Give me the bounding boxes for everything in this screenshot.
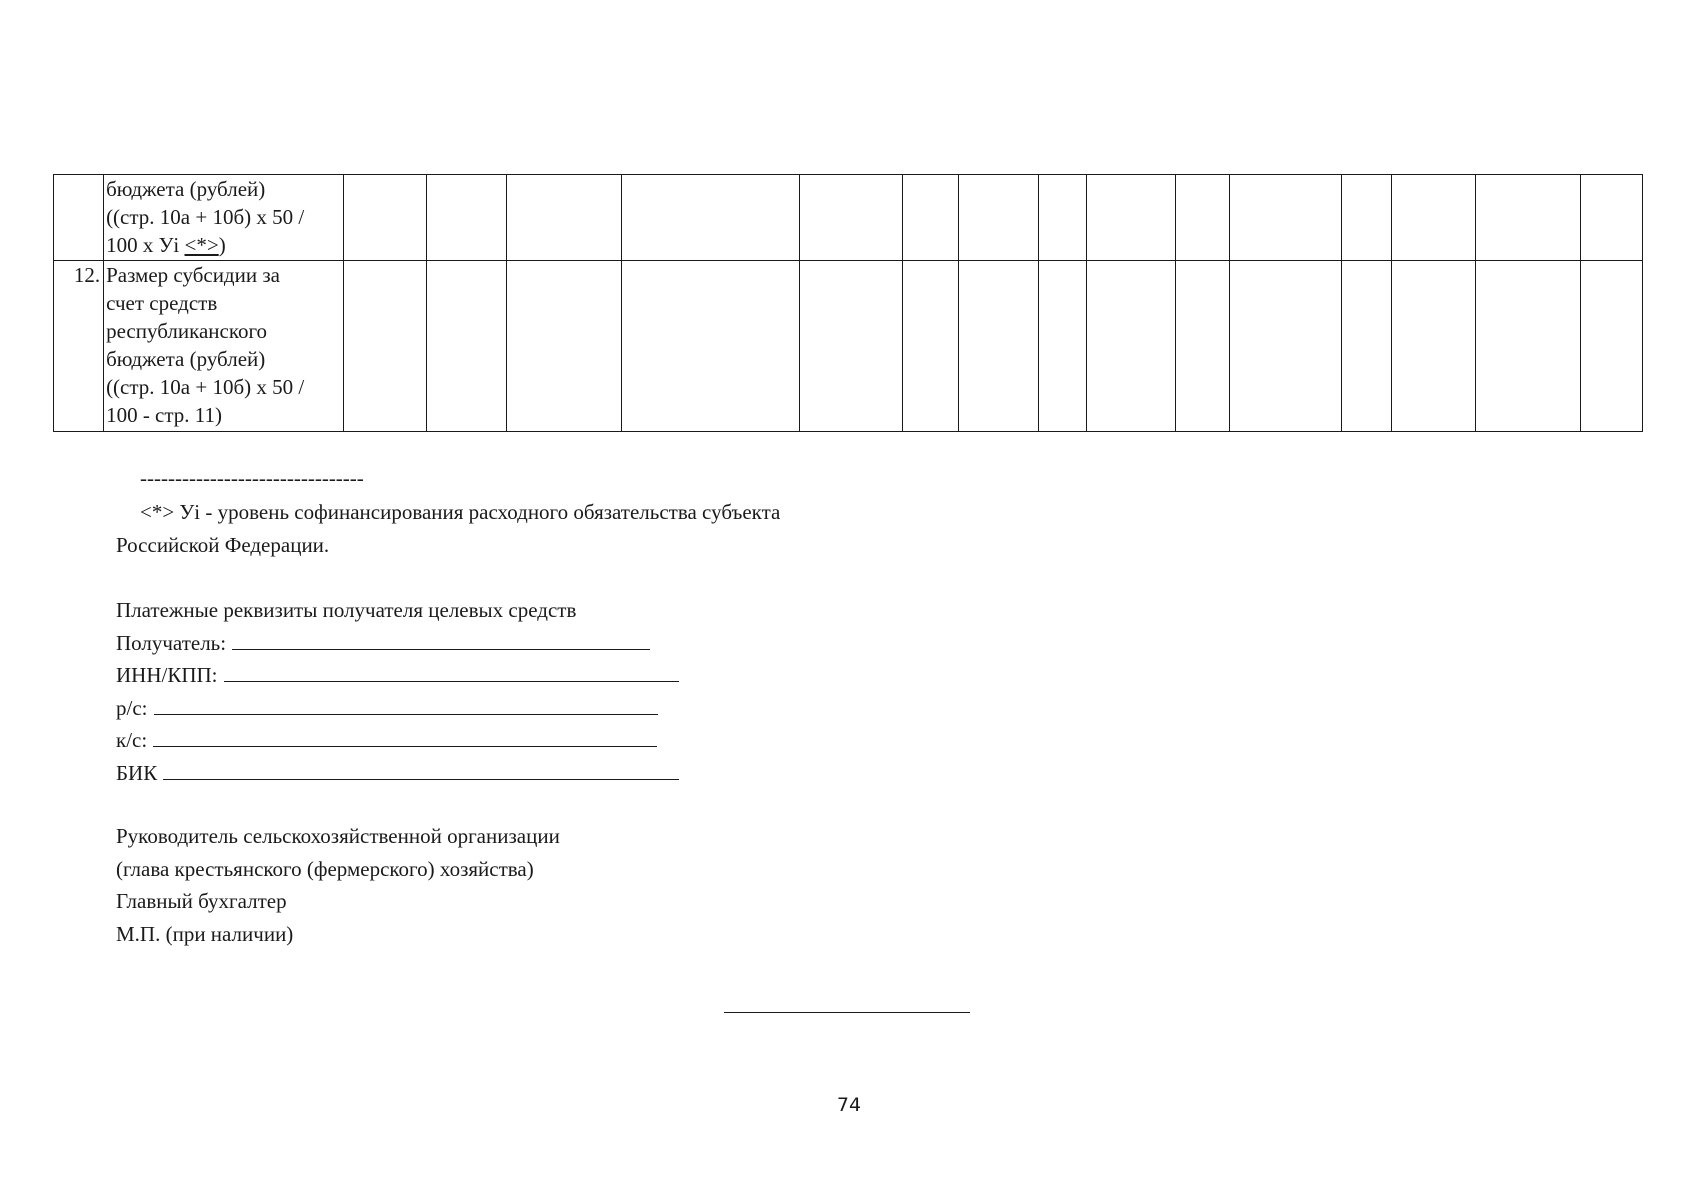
row-text-line: Размер субсидии за xyxy=(106,263,280,287)
bik-label: БИК xyxy=(116,760,158,785)
empty-cell xyxy=(1341,261,1391,432)
signature-line: (глава крестьянского (фермерского) хозяйства) xyxy=(116,856,534,881)
empty-cell xyxy=(1039,175,1087,261)
row-text-line: ((стр. 10а + 10б) x 50 / xyxy=(106,205,305,229)
row-text-line: республиканского xyxy=(106,319,268,343)
empty-cell xyxy=(1391,261,1475,432)
empty-cell xyxy=(1475,261,1580,432)
recipient-label: Получатель: xyxy=(116,630,227,655)
empty-cell xyxy=(506,175,621,261)
footnote-line: <*> Уi - уровень софинансирования расходного обязательства субъекта xyxy=(140,500,781,524)
signature-line: Руководитель сельскохозяйственной организации xyxy=(116,824,560,848)
row-text-line: счет средств xyxy=(106,291,218,315)
empty-cell xyxy=(1391,175,1475,261)
rs-field[interactable] xyxy=(116,692,679,725)
empty-cell xyxy=(1580,261,1642,432)
table-row xyxy=(54,261,1643,432)
row-text-line: бюджета (рублей) xyxy=(106,177,266,201)
row-text-line: 100 x Уi xyxy=(106,233,185,257)
row-description xyxy=(104,261,344,432)
empty-cell xyxy=(1475,175,1580,261)
payment-heading: Платежные реквизиты получателя целевых средств xyxy=(116,598,577,622)
inn-kpp-label: ИНН/КПП: xyxy=(116,663,218,687)
empty-cell xyxy=(799,261,902,432)
end-separator-line xyxy=(724,1012,970,1013)
empty-cell xyxy=(344,175,427,261)
bik-blank-line[interactable] xyxy=(163,759,679,780)
table-row xyxy=(54,175,1643,261)
empty-cell xyxy=(903,175,959,261)
empty-cell xyxy=(1087,175,1176,261)
empty-cell xyxy=(1176,261,1230,432)
subsidy-table xyxy=(53,174,1643,432)
ks-field[interactable] xyxy=(116,724,679,757)
row-text-line: ((стр. 10а + 10б) x 50 / xyxy=(106,375,305,399)
page-number: 74 xyxy=(836,1094,862,1116)
empty-cell xyxy=(959,175,1039,261)
recipient-blank-line[interactable] xyxy=(232,629,650,650)
empty-cell xyxy=(1230,175,1341,261)
empty-cell xyxy=(1039,261,1087,432)
empty-cell xyxy=(1580,175,1642,261)
empty-cell xyxy=(427,175,506,261)
rs-label: р/с: xyxy=(116,695,148,720)
footnote-separator: -------------------------------- xyxy=(140,466,364,490)
row-number: 12. xyxy=(54,261,104,432)
bik-field[interactable] xyxy=(116,757,679,790)
signature-line: Главный бухгалтер xyxy=(116,889,287,913)
empty-cell xyxy=(903,261,959,432)
footnote-line: Российской Федерации. xyxy=(116,532,330,557)
payment-details xyxy=(116,594,679,789)
row-text-line: 100 - стр. 11) xyxy=(106,403,223,427)
empty-cell xyxy=(1176,175,1230,261)
row-number xyxy=(54,175,104,261)
footnote xyxy=(116,496,780,561)
empty-cell xyxy=(1087,261,1176,432)
recipient-field[interactable] xyxy=(116,627,679,660)
empty-cell xyxy=(427,261,506,432)
ks-label: к/с: xyxy=(116,728,148,752)
empty-cell xyxy=(799,175,902,261)
row-text-line: бюджета (рублей) xyxy=(106,347,266,371)
row-description xyxy=(104,175,344,261)
empty-cell xyxy=(621,175,799,261)
empty-cell xyxy=(959,261,1039,432)
empty-cell xyxy=(506,261,621,432)
empty-cell xyxy=(621,261,799,432)
inn-kpp-blank-line[interactable] xyxy=(224,661,679,682)
rs-blank-line[interactable] xyxy=(154,694,658,715)
inn-kpp-field[interactable] xyxy=(116,659,679,692)
signature-line: М.П. (при наличии) xyxy=(116,921,294,946)
empty-cell xyxy=(1341,175,1391,261)
row-text-tail: ) xyxy=(218,233,226,257)
footnote-reference: <*> xyxy=(184,233,219,257)
ks-blank-line[interactable] xyxy=(153,726,657,747)
empty-cell xyxy=(1230,261,1341,432)
signature-block xyxy=(116,820,560,950)
empty-cell xyxy=(344,261,427,432)
